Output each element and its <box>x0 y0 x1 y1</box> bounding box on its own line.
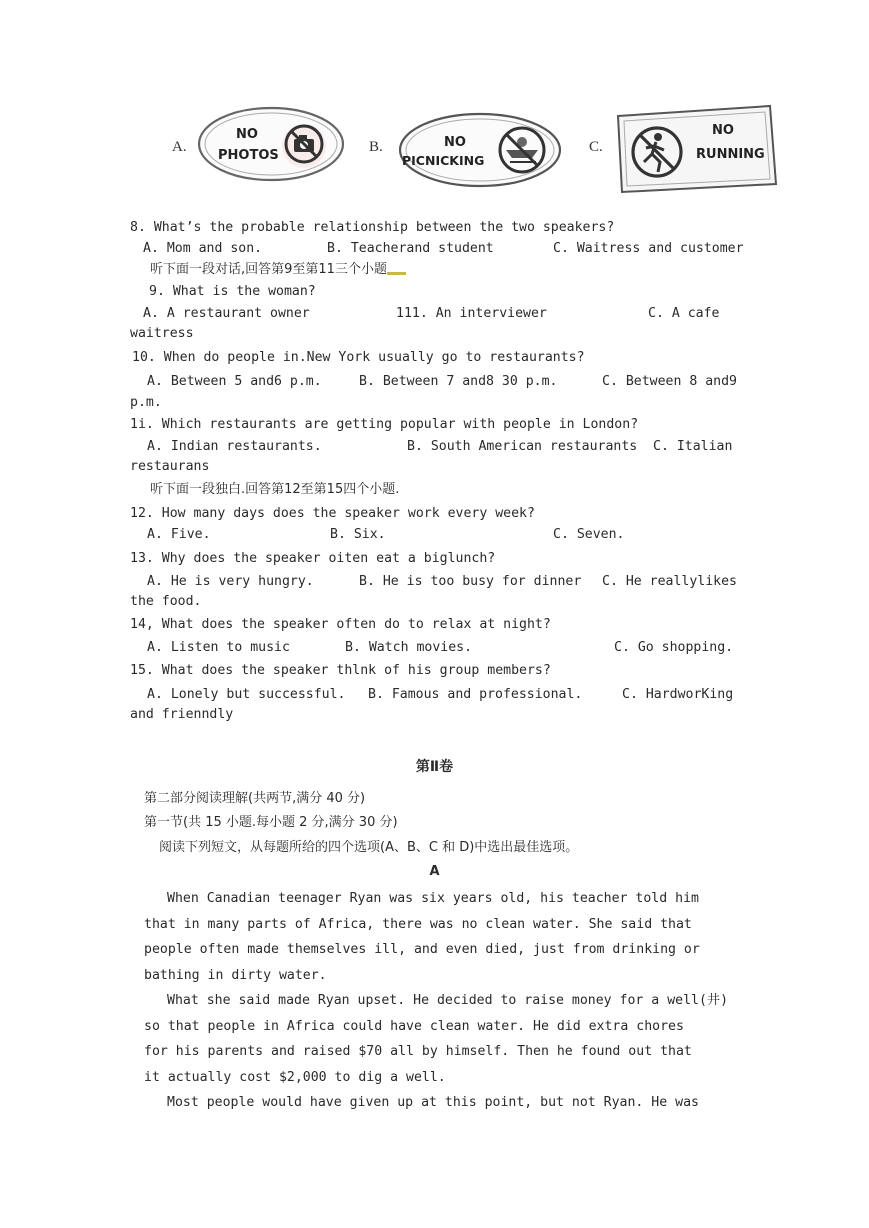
passage-label: A <box>429 864 440 879</box>
q9-continuation: waitress <box>130 326 194 341</box>
q13-continuation: the food. <box>130 594 202 609</box>
q15-continuation: and frienndly <box>130 707 234 722</box>
passage-line: that in many parts of Africa, there was no clean water. She said that <box>144 916 692 932</box>
q15-stem: 15. What does the speaker thlnk of his group members? <box>130 663 551 678</box>
q13-option-a: A. He is very hungry. <box>147 574 314 589</box>
passage-line: it actually cost $2,000 to dig a well. <box>144 1069 446 1085</box>
q9-option-b: 111. An interviewer <box>396 306 547 321</box>
sign-c-label: C. <box>589 139 603 155</box>
q15-option-c: C. HardworKing <box>622 687 734 702</box>
q8-option-a: A. Mom and son. <box>143 241 263 256</box>
q15-option-b: B. Famous and professional. <box>368 687 583 702</box>
q11-option-a: A. Indian restaurants. <box>147 439 322 454</box>
sign-b-label: B. <box>369 139 383 155</box>
q13-stem: 13. Why does the speaker oiten eat a biglunch? <box>130 551 496 566</box>
q14-stem: 14, What does the speaker often do to relax at night? <box>130 617 551 632</box>
highlight-mark <box>387 272 406 275</box>
passage-line: for his parents and raised $70 all by himself. Then he found out that <box>144 1044 692 1059</box>
q8-option-b: B. Teacherand student <box>327 241 494 256</box>
passage-line: bathing in dirty water. <box>144 967 327 983</box>
q12-stem: 12. How many days does the speaker work every week? <box>130 506 535 521</box>
q10-option-c: C. Between 8 and9 <box>602 374 737 389</box>
q12-option-a: A. Five. <box>147 527 211 542</box>
reading-instruction: 阅读下列短文，从每题所给的四个选项(A、B、C 和 D)中选出最佳选项。 <box>159 840 579 855</box>
q12-option-c: C. Seven. <box>553 527 625 542</box>
passage-line: Most people would have given up at this point, but not Ryan. He was <box>167 1095 699 1110</box>
listening-instruction-2: 听下面一段独白.回答第12至第15四个小题. <box>150 482 400 497</box>
listening-instruction-1: 听下面一段对话,回答第9至第11三个小题 <box>150 261 406 279</box>
q11-stem: 1i. Which restaurants are getting popular with people in London? <box>130 417 639 432</box>
sign-b-line2: PICNICKING <box>402 153 485 168</box>
part-two-heading: 第二部分阅读理解(共两节,满分 40 分) <box>144 791 366 806</box>
q15-option-a: A. Lonely but successful. <box>147 687 346 702</box>
passage-text <box>144 886 729 1116</box>
sign-c-line1: NO <box>712 123 734 138</box>
q12-option-b: B. Six. <box>330 527 386 542</box>
sign-a-line1: NO <box>236 127 258 142</box>
sign-a-label: A. <box>172 139 187 155</box>
q8-option-c: C. Waitress and customer <box>553 241 744 256</box>
q9-option-a: A. A restaurant owner <box>143 306 310 321</box>
no-photos-sign <box>196 104 346 186</box>
q11-option-c: C. Italian <box>653 439 733 454</box>
q9-option-c: C. A cafe <box>648 306 720 321</box>
q10-option-a: A. Between 5 and6 p.m. <box>147 374 322 389</box>
no-picnicking-sign <box>396 110 566 192</box>
q9-stem: 9. What is the woman? <box>149 284 316 299</box>
sign-a-line2: PHOTOS <box>218 148 279 163</box>
q11-continuation: restaurans <box>130 459 210 474</box>
q8-stem: 8. What’s the probable relationship between the two speakers? <box>130 220 615 235</box>
sign-c-line2: RUNNING <box>696 147 765 162</box>
sign-b-line1: NO <box>444 135 466 150</box>
q10-option-b: B. Between 7 and8 30 p.m. <box>359 374 558 389</box>
no-running-sign <box>612 102 782 194</box>
q10-stem: 10. When do people in.New York usually go to restaurants? <box>132 350 585 365</box>
passage-line: When Canadian teenager Ryan was six years old, his teacher told him <box>167 891 699 906</box>
section-one-heading: 第一节(共 15 小题.每小题 2 分,满分 30 分) <box>144 815 398 830</box>
q14-option-c: C. Go shopping. <box>614 640 734 655</box>
q11-option-b: B. South American restaurants <box>407 439 638 454</box>
volume-title: 第Ⅱ卷 <box>415 759 454 775</box>
q14-option-b: B. Watch movies. <box>345 640 473 655</box>
q10-continuation: p.m. <box>130 395 162 410</box>
q14-option-a: A. Listen to music <box>147 640 290 655</box>
q13-option-c: C. He reallylikes <box>602 574 737 589</box>
passage-line: What she said made Ryan upset. He decided to raise money for a well(井) <box>167 993 729 1008</box>
passage-line: people often made themselves ill, and even died, just from drinking or <box>144 942 700 957</box>
q13-option-b: B. He is too busy for dinner <box>359 574 582 589</box>
passage-line: so that people in Africa could have clean water. He did extra chores <box>144 1018 684 1034</box>
